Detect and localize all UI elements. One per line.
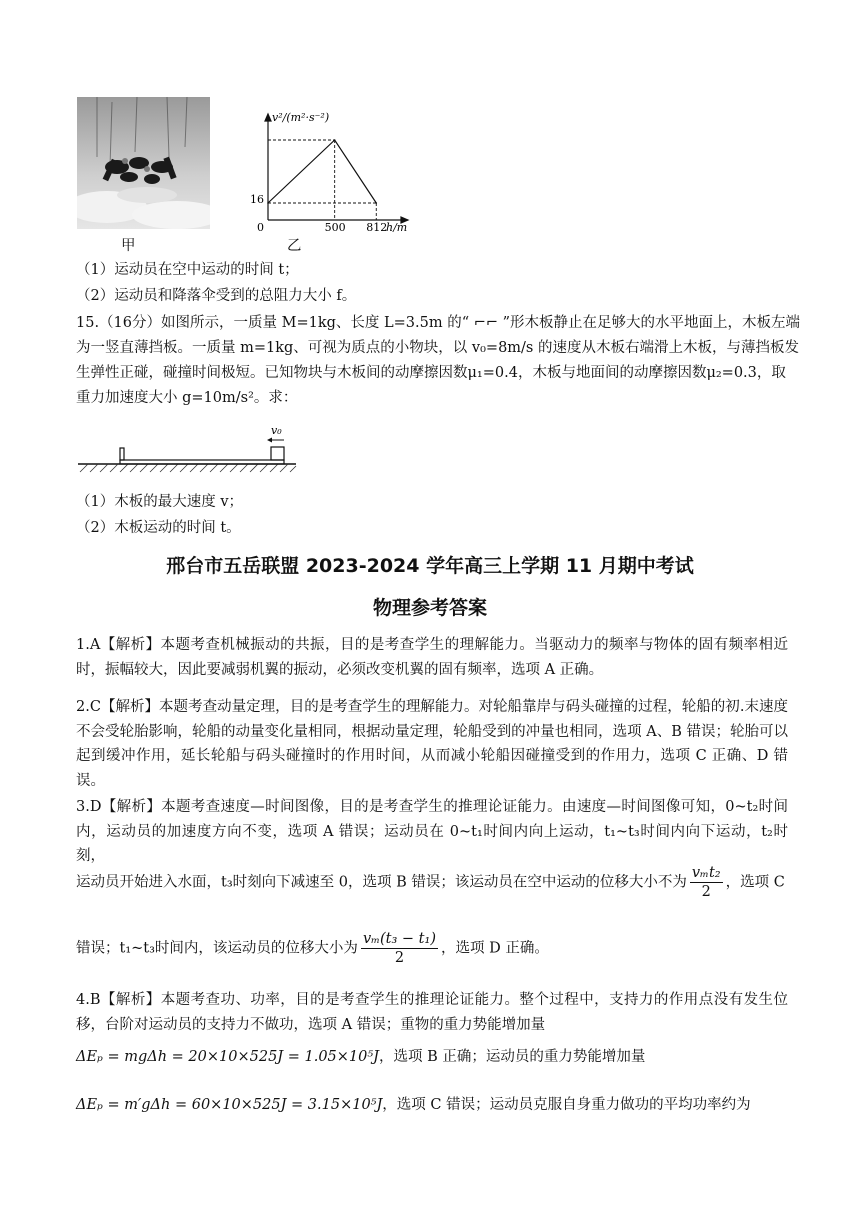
q15-stem-line4: 重力加速度大小 g=10m/s²。求：	[76, 390, 298, 406]
answer-3-part3	[76, 930, 549, 967]
board-block-figure	[78, 420, 298, 478]
answer-4-text: ，选项 C 错误；运动员克服自身重力做功的平均功率约为	[382, 1097, 751, 1113]
q14-sub1: （1）运动员在空中运动的时间 t；	[76, 262, 299, 278]
answer-title: 邢台市五岳联盟 2023-2024 学年高三上学期 11 月期中考试	[166, 555, 694, 577]
q15-sub2: （2）木板运动的时间 t。	[76, 520, 241, 536]
q14-sub2: （2）运动员和降落伞受到的总阻力大小 f。	[76, 288, 357, 304]
y-axis-label: v²/(m²·s⁻²)	[272, 111, 330, 124]
q15-sub1: （1）木板的最大速度 v；	[76, 494, 244, 510]
answer-4-eq1-line	[76, 1047, 645, 1067]
answer-4-part1: 4.B【解析】本题考查功、功率，目的是考查学生的推理论证能力。整个过程中，支持力的作用点没有发生位移，台阶对运动员的支持力不做功，选项 A 错误；重物的重力势能增加量	[76, 992, 788, 1033]
v0-label: v₀	[271, 424, 282, 437]
equation-gravity-potential-athlete: ΔEₚ = m′gΔh = 60×10×525J = 3.15×10⁵J	[76, 1097, 383, 1113]
skydivers-photo	[77, 97, 210, 229]
figure-jia-caption: 甲	[121, 238, 136, 254]
small-block	[271, 447, 284, 460]
q15-stem-line1: 15.（16分）如图所示，一质量 M=1kg、长度 L=3.5m 的“ ⌐⌐ ”形木板静止在足够大的水平地面上，木板左端	[76, 315, 801, 331]
q15-stem-line3: 生弹性正碰，碰撞时间极短。已知物块与木板间的动摩擦因数μ₁=0.4，木板与地面间的动摩擦因数μ₂=0.3，取	[76, 365, 786, 381]
velocity-arrowhead-icon	[267, 438, 272, 443]
answer-2: 2.C【解析】本题考查动量定理，目的是考查学生的理解能力。对轮船靠岸与码头碰撞的过程，轮船的初.末速度不会受轮胎影响，轮船的动量变化量相同，根据动量定理，轮船受到的冲量也相同，选项 A、B 错误；轮胎可以起到缓冲作用，延长轮船与码头碰撞时的作用时间，从而减小轮船因碰撞受到的作用力，选项 C 正确、D 错误。	[76, 699, 788, 789]
ground-hatching	[80, 464, 296, 472]
fraction-numerator: vₘ(t₃ − t₁)	[362, 931, 436, 947]
answer-1: 1.A【解析】本题考查机械振动的共振，目的是考查学生的理解能力。当驱动力的频率与物体的固有频率相近时，振幅较大，因此要减弱机翼的振动，必须改变机翼的固有频率，选项 A 正确。	[76, 637, 788, 678]
y-tick-label: 16	[250, 193, 264, 206]
fraction-denominator: 2	[394, 950, 405, 966]
answer-3-text: 运动员开始进入水面，t₃时刻向下减速至 0，选项 B 错误；该运动员在空中运动的位移大小不为	[76, 874, 687, 891]
q15-stem-line2: 为一竖直薄挡板。一质量 m=1kg、可视为质点的小物块，以 v₀=8m/s 的速度从木板右端滑上木板，与薄挡板发	[76, 340, 799, 356]
figure-yi-caption: 乙	[287, 238, 302, 254]
fraction-vm-t2-over-2	[690, 864, 723, 901]
y-axis-arrow	[265, 114, 271, 121]
data-point	[267, 202, 269, 204]
answer-3-text: ，选项 D 正确。	[440, 940, 549, 957]
equation-gravity-potential-weight: ΔEₚ = mgΔh = 20×10×525J = 1.05×10⁵J	[76, 1049, 379, 1065]
fraction-denominator: 2	[701, 884, 711, 900]
answer-3-text: 错误；t₁~t₃时间内，该运动员的位移大小为	[76, 940, 358, 957]
series-line	[268, 140, 376, 203]
skydivers-illustration	[77, 97, 210, 229]
answer-4-eq2-line	[76, 1095, 751, 1115]
x-axis-label: h/m	[386, 221, 408, 232]
answer-4-text: ，选项 B 正确；运动员的重力势能增加量	[379, 1049, 646, 1065]
answer-3-part1: 3.D【解析】本题考查速度—时间图像，目的是考查学生的推理论证能力。由速度—时间图像可知，0~t₂时间内，运动员的加速度方向不变，选项 A 错误；运动员在 0~t₁时间内向上运动，t₁~t₃时间内向下运动，t₂时刻，	[76, 799, 788, 864]
x-tick-label: 812	[366, 221, 388, 232]
answer-3-part2	[76, 864, 785, 901]
data-point	[375, 202, 377, 204]
answer-subtitle: 物理参考答案	[372, 597, 487, 619]
x-tick-label: 500	[324, 221, 346, 232]
data-point	[334, 139, 336, 141]
answer-3-text: ，选项 C	[725, 874, 785, 891]
fraction-numerator: vₘt₂	[691, 865, 721, 881]
fraction-displacement	[361, 930, 438, 967]
v-squared-h-chart	[238, 110, 418, 232]
thin-baffle	[120, 448, 124, 460]
origin-label: 0	[257, 221, 264, 232]
